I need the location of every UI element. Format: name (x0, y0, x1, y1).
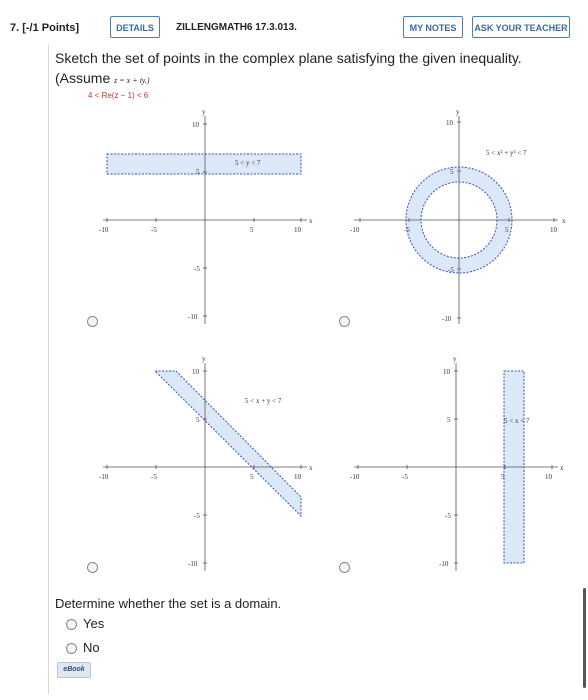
option-no-label: No (83, 640, 100, 655)
y-axis-label: y (453, 355, 457, 363)
tick-x-5: 5 (501, 473, 505, 481)
plot-label: 5 < y < 7 (235, 159, 261, 167)
tick-y-10: 10 (192, 368, 199, 376)
plot-label: 5 < x < 7 (504, 417, 530, 425)
radio-no[interactable] (66, 643, 77, 654)
question-header (0, 14, 588, 40)
details-button[interactable]: DETAILS (110, 16, 160, 38)
assume-text: (Assume (55, 70, 111, 86)
tick-y-10: 10 (446, 119, 453, 127)
question-line-1: Sketch the set of points in the complex plane satisfying the given inequality. (55, 50, 522, 66)
radio-option-4[interactable] (339, 562, 350, 573)
tick-x-neg10: -10 (350, 473, 360, 481)
option-yes-label: Yes (83, 616, 105, 631)
scrollbar[interactable] (583, 588, 586, 688)
region-strip (107, 154, 301, 174)
assume-expression: z = x + iy.) (114, 76, 150, 85)
radio-yes[interactable] (66, 619, 77, 630)
x-axis-label: x (309, 464, 313, 472)
tick-y-neg10: -10 (188, 560, 198, 568)
tick-x-neg5: -5 (404, 226, 410, 234)
course-code: ZILLENGMATH6 17.3.013. (176, 22, 297, 33)
tick-y-neg5: -5 (194, 265, 200, 273)
tick-x-10: 10 (294, 226, 301, 234)
plot-option-4 (346, 355, 576, 580)
x-axis-label: x (560, 464, 564, 472)
y-axis-label: y (202, 355, 206, 363)
plot-label: 5 < x² + y² < 7 (486, 149, 527, 157)
tick-x-neg5: -5 (151, 473, 157, 481)
y-axis-label: y (456, 108, 460, 116)
tick-x-neg10: -10 (99, 226, 109, 234)
x-axis-label: x (562, 217, 566, 225)
tick-x-10: 10 (550, 226, 557, 234)
tick-y-5: 5 (196, 416, 200, 424)
radio-option-2[interactable] (339, 316, 350, 327)
x-axis-label: x (309, 217, 313, 225)
tick-x-neg10: -10 (99, 473, 109, 481)
tick-x-neg5: -5 (151, 226, 157, 234)
plot-option-1 (95, 108, 325, 333)
tick-x-neg10: -10 (350, 226, 360, 234)
tick-y-5: 5 (196, 168, 200, 176)
tick-y-10: 10 (192, 121, 199, 129)
tick-x-10: 10 (294, 473, 301, 481)
question-number: 7. [-/1 Points] (10, 22, 80, 34)
my-notes-button[interactable]: MY NOTES (403, 16, 463, 38)
question-line-2 (55, 68, 575, 91)
tick-y-neg5: -5 (448, 266, 454, 274)
tick-x-10: 10 (545, 473, 552, 481)
tick-y-neg5: -5 (194, 512, 200, 520)
plot-option-3 (95, 355, 325, 580)
ask-teacher-button[interactable]: ASK YOUR TEACHER (472, 16, 570, 38)
radio-option-1[interactable] (87, 316, 98, 327)
plot-label: 5 < x + y < 7 (245, 397, 282, 405)
given-inequality: 4 < Re(z − 1) < 6 (88, 91, 149, 100)
question-text (55, 48, 575, 91)
tick-y-5: 5 (450, 168, 454, 176)
tick-y-neg5: -5 (445, 512, 451, 520)
tick-x-5: 5 (505, 226, 509, 234)
tick-y-neg10: -10 (188, 313, 198, 321)
tick-x-5: 5 (250, 473, 254, 481)
y-axis-label: y (202, 108, 206, 116)
region-diagonal-strip (155, 371, 301, 516)
ebook-button[interactable]: eBook (57, 662, 91, 678)
tick-y-5: 5 (447, 416, 451, 424)
radio-option-3[interactable] (87, 562, 98, 573)
tick-y-neg10: -10 (442, 315, 452, 323)
domain-question-prompt: Determine whether the set is a domain. (55, 596, 282, 611)
tick-x-neg5: -5 (402, 473, 408, 481)
tick-x-5: 5 (250, 226, 254, 234)
tick-y-neg10: -10 (439, 560, 449, 568)
tick-y-10: 10 (443, 368, 450, 376)
plot-option-2 (346, 108, 576, 333)
